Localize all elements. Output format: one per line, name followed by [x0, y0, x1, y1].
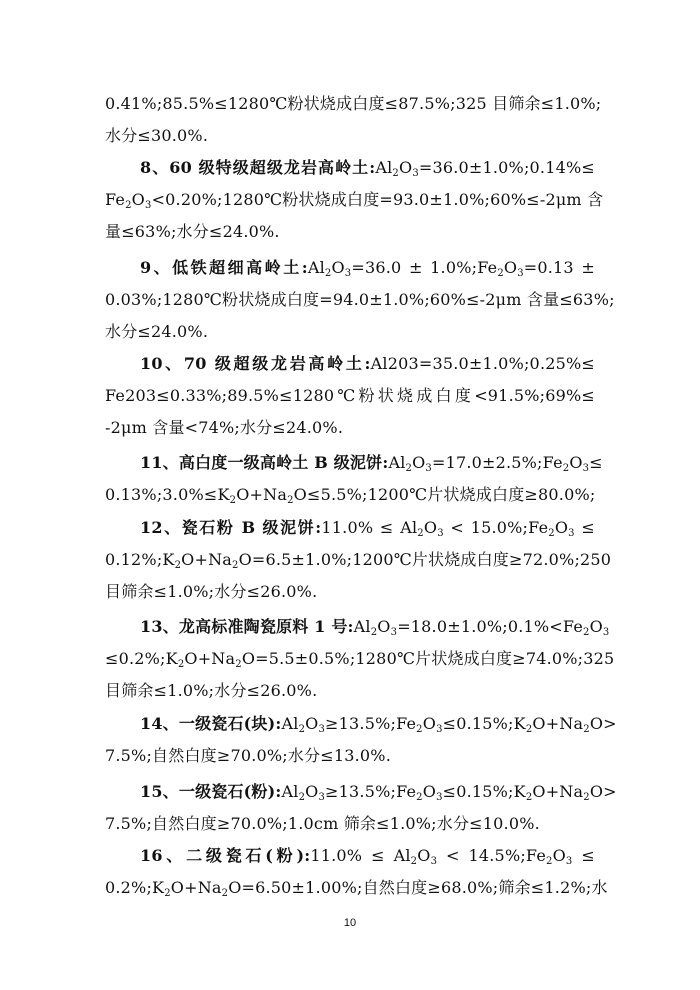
item-first-line: 15、一级瓷石(粉)$:Al_2O_3\ge 13.5\%;Fe_2O_3\le 0.15\%;K_2O+Na_2O>$ — [140, 782, 617, 803]
item-first-line: 12、瓷石粉 B 级泥饼:11.0% ≤ $Al_2O_3$ < $15.0\%;Fe_2O_3$ ≤ — [140, 518, 595, 539]
item-first-line: 13、龙高标准陶瓷原料 1 号$:Al_2O_3=18.0\pm 1.0\%;0.1\%<Fe_2O_3$ — [140, 617, 610, 638]
text-line: 目筛余≤1.0%;水分≤26.0%. — [105, 681, 318, 700]
text-line: -2μm 含量<74%;水分≤24.0%. — [105, 418, 344, 437]
item-first-line: 9、低铁超细高岭土$:Al_2O_3=36.0$ ± $1.0\%;Fe_2O_3=0.13$ ± — [140, 258, 595, 279]
item-heading: 10、70 级超级龙岩高岭土: — [140, 354, 371, 373]
text-line: 7.5%;自然白度≥70.0%;1.0cm 筛余≤1.0%;水分≤10.0%. — [105, 814, 540, 833]
text-line: 量≤63%;水分≤24.0%. — [105, 222, 280, 241]
item-first-line: 10、70 级超级龙岩高岭土:Al203=35.0±1.0%;0.25%≤ — [140, 354, 595, 373]
item-heading: 15、一级瓷石(粉): — [140, 782, 282, 801]
text-line: 水分≤30.0%. — [105, 126, 209, 145]
text-line: $\le 0.2\%;K_2O+Na_2O=5.5\pm 0.5\%;1280℃$片状烧成白度≥74.0%;325 — [105, 649, 615, 670]
text-line: Fe203≤0.33%;89.5%≤1280℃粉状烧成白度<91.5%;69%≤ — [105, 386, 595, 405]
item-heading: 16、二级瓷石(粉): — [140, 846, 311, 865]
item-first-line: 14、一级瓷石(块)$:Al_2O_3\ge 13.5\%;Fe_2O_3\le 0.15\%;K_2O+Na_2O>$ — [140, 714, 617, 735]
text-line: 目筛余≤1.0%;水分≤26.0%. — [105, 582, 318, 601]
item-heading: 8、60 级特级超级龙岩高岭土: — [140, 158, 376, 177]
item-first-line: 8、60 级特级超级龙岩高岭土$:Al_2O_3=36.0\pm 1.0\%;0.14\%\le$ — [140, 158, 595, 179]
text-line: $0.12\%;K_2O+Na_2O=6.5\pm 1.0\%;1200℃$片状烧成白度≥72.0%;250 — [105, 550, 612, 571]
page-number: 10 — [343, 917, 357, 929]
text-line: 0.03%;1280℃粉状烧成白度=94.0±1.0%;60%≤-2μm 含量≤63%; — [105, 290, 615, 309]
text-line: 水分≤24.0%. — [105, 322, 209, 341]
item-heading: 14、一级瓷石(块): — [140, 714, 282, 733]
text-line: $0.2\%;K_2O+Na_2O=6.50\pm 1.00\%$;自然白度≥68.0%;筛余≤1.2%;水 — [105, 878, 608, 899]
text-line: $Fe_2O_3<0.20\%;1280℃$粉状烧成白度=93.0±1.0%;60%≤-2μm 含 — [105, 190, 604, 211]
text-line: 0.41%;85.5%≤1280℃粉状烧成白度≤87.5%;325 目筛余≤1.0%; — [105, 94, 602, 113]
item-first-line: 11、高白度一级高岭土 B 级泥饼$:Al_2O_3=17.0\pm 2.5\%;Fe_2O_3\le$ — [140, 453, 603, 474]
item-heading: 11、高白度一级高岭土 B 级泥饼: — [140, 453, 389, 472]
item-heading: 12、瓷石粉 B 级泥饼: — [140, 518, 322, 537]
item-heading: 13、龙高标准陶瓷原料 1 号: — [140, 617, 354, 636]
item-first-line: 16、二级瓷石(粉):11.0% ≤ $Al_2O_3$ < $14.5\%;Fe_2O_3$ ≤ — [140, 846, 595, 867]
item-heading: 9、低铁超细高岭土: — [140, 258, 308, 277]
text-line: $0.13\%;3.0\%\le K_2O+Na_2O\le 5.5\%;1200℃$片状烧成白度≥80.0%; — [105, 485, 596, 506]
text-line: 7.5%;自然白度≥70.0%;水分≤13.0%. — [105, 746, 391, 765]
